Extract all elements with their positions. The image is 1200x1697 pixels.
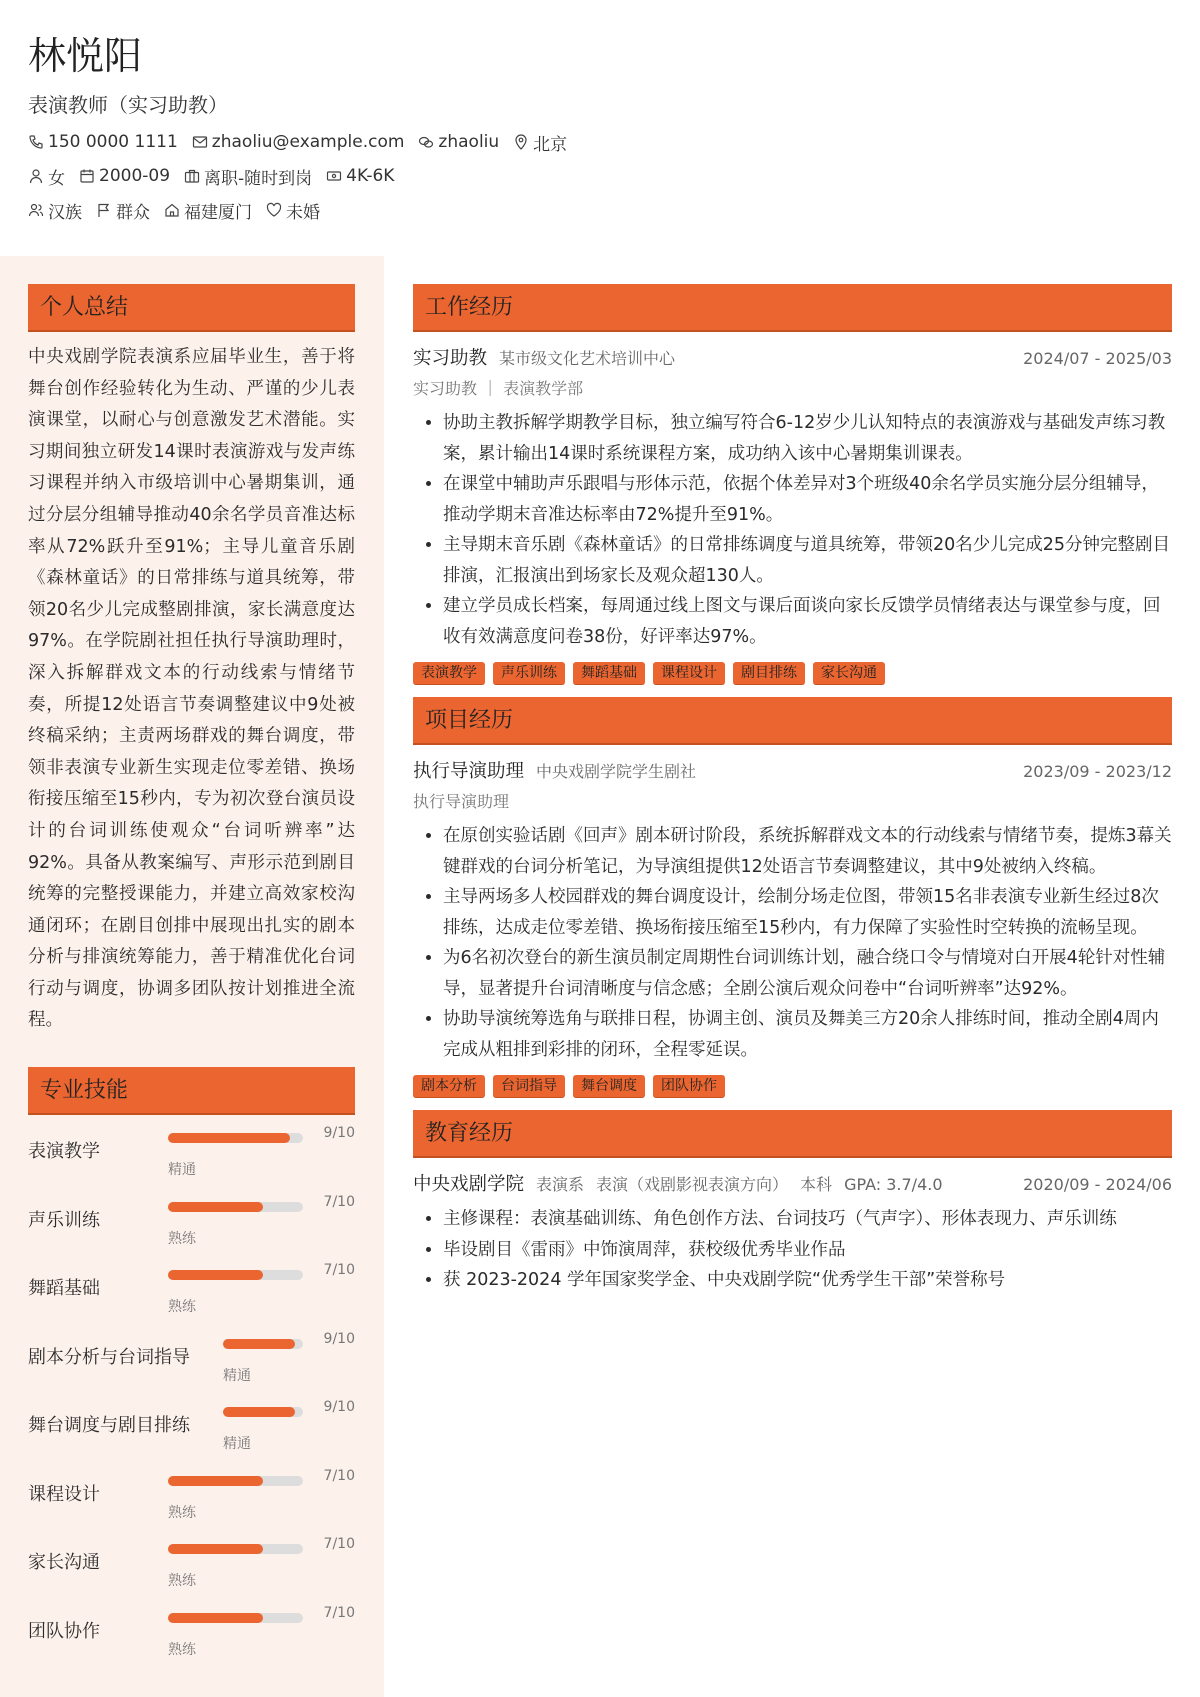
project-title-row — [413, 757, 1172, 785]
project-tag: 剧本分析 — [413, 1075, 485, 1098]
skill-bar-fill — [168, 1544, 263, 1554]
ethnicity-item — [28, 198, 82, 223]
skill-bar-fill — [168, 1613, 263, 1623]
work-bullet: • 在课堂中辅助声乐跟唱与形体示范，依据个体差异对3个班级40余名学员实施分层分组辅导，推动学期末音准达标率由72%提升至91%。 — [443, 469, 1172, 530]
skill-score: 7/10 — [323, 1193, 355, 1210]
work-org: 某市级文化艺术培训中心 — [499, 349, 676, 368]
education-degree: 本科 — [800, 1175, 833, 1194]
skill-row — [28, 1262, 355, 1331]
skill-level: 熟练 — [168, 1230, 196, 1247]
skill-name: 舞蹈基础 — [28, 1278, 100, 1300]
skill-bar — [168, 1133, 303, 1143]
gender-item — [28, 164, 65, 189]
work-bullets — [413, 408, 1172, 652]
skill-score: 9/10 — [323, 1125, 355, 1142]
work-tag: 舞蹈基础 — [573, 662, 645, 685]
project-subtitle: 执行导演助理 — [413, 792, 510, 811]
project-tag: 台词指导 — [493, 1075, 565, 1098]
skill-bar — [168, 1270, 303, 1280]
skill-score: 7/10 — [323, 1536, 355, 1553]
education-major: 表演（戏剧影视表演方向） — [596, 1175, 789, 1194]
skill-score: 9/10 — [323, 1330, 355, 1347]
skill-level: 精通 — [223, 1367, 251, 1384]
skill-bar-fill — [168, 1202, 263, 1212]
skill-level: 熟练 — [168, 1504, 196, 1521]
skill-score: 7/10 — [323, 1604, 355, 1621]
skill-score: 9/10 — [323, 1399, 355, 1416]
hometown-text: 福建厦门 — [184, 202, 252, 223]
home-icon — [164, 202, 180, 218]
status-item — [184, 164, 312, 189]
project-org: 中央戏剧学院学生剧社 — [536, 762, 697, 781]
wechat-text: zhaoliu — [438, 132, 500, 152]
skill-bar — [168, 1476, 303, 1486]
skills-heading: 专业技能 — [28, 1067, 355, 1115]
skill-bar — [168, 1613, 303, 1623]
skill-row — [28, 1331, 355, 1400]
summary-heading: 个人总结 — [28, 284, 355, 332]
mail-icon — [192, 134, 208, 150]
calendar-icon — [79, 168, 95, 184]
gender-text: 女 — [48, 168, 65, 189]
birth-text: 2000-09 — [99, 166, 171, 186]
skill-level: 精通 — [168, 1162, 196, 1179]
project-date: 2023/09 - 2023/12 — [1023, 762, 1172, 781]
hometown-item — [164, 198, 252, 223]
skill-bar-fill — [168, 1133, 290, 1143]
skill-bar-fill — [223, 1407, 295, 1417]
work-tag: 课程设计 — [653, 662, 725, 685]
wechat-icon — [418, 134, 434, 150]
project-job-title: 执行导演助理 — [413, 761, 525, 782]
work-tags — [413, 662, 1172, 685]
main-content — [413, 284, 1172, 1296]
email-item — [192, 132, 405, 152]
skill-row — [28, 1605, 355, 1674]
personal-row — [28, 164, 1178, 188]
education-bullet: • 主修课程：表演基础训练、角色创作方法、台词技巧（气声字）、形体表现力、声乐训练 — [443, 1204, 1172, 1235]
work-subtitle: 实习助教 ｜ 表演教学部 — [413, 379, 584, 398]
phone-item — [28, 132, 178, 152]
project-bullet: • 协助导演统筹选角与联排日程，协调主创、演员及舞美三方20余人排练时间，推动全剧4周内完成从粗排到彩排的闭环，全程零延误。 — [443, 1004, 1172, 1065]
skill-score: 7/10 — [323, 1262, 355, 1279]
work-title-row — [413, 344, 1172, 372]
work-tag: 声乐训练 — [493, 662, 565, 685]
birth-item — [79, 166, 170, 186]
education-bullets — [413, 1204, 1172, 1296]
education-dept: 表演系 — [536, 1175, 585, 1194]
contact-row — [28, 130, 1178, 154]
skill-name: 表演教学 — [28, 1141, 100, 1163]
education-bullet: • 获 2023-2024 学年国家奖学金、中央戏剧学院“优秀学生干部”荣誉称号 — [443, 1265, 1172, 1296]
education-gpa: GPA: 3.7/4.0 — [844, 1175, 943, 1194]
location-item — [513, 130, 567, 155]
ethnicity-text: 汉族 — [48, 202, 82, 223]
skill-row — [28, 1125, 355, 1194]
skill-name: 团队协作 — [28, 1620, 100, 1642]
skill-bar — [168, 1202, 303, 1212]
email-text: zhaoliu@example.com — [211, 132, 405, 152]
skill-row — [28, 1468, 355, 1537]
skill-bar-fill — [223, 1339, 295, 1349]
work-date: 2024/07 - 2025/03 — [1023, 349, 1172, 368]
wechat-item — [418, 132, 499, 152]
phone-icon — [28, 134, 44, 150]
education-bullet: • 毕设剧目《雷雨》中饰演周萍，获校级优秀毕业作品 — [443, 1235, 1172, 1266]
skill-name: 声乐训练 — [28, 1209, 100, 1231]
location-text: 北京 — [533, 134, 568, 155]
work-tag: 表演教学 — [413, 662, 485, 685]
skill-score: 7/10 — [323, 1467, 355, 1484]
political-text: 群众 — [116, 202, 150, 223]
skill-level: 熟练 — [168, 1573, 196, 1590]
education-school: 中央戏剧学院 — [413, 1174, 525, 1195]
skills-list — [28, 1125, 355, 1673]
skill-row — [28, 1536, 355, 1605]
political-item — [96, 198, 150, 223]
skill-bar-fill — [168, 1270, 263, 1280]
skill-bar — [168, 1544, 303, 1554]
work-tag: 剧目排练 — [733, 662, 805, 685]
salary-icon — [326, 168, 342, 184]
project-tag: 团队协作 — [653, 1075, 725, 1098]
project-heading: 项目经历 — [413, 697, 1172, 745]
skill-level: 熟练 — [168, 1641, 196, 1658]
location-icon — [513, 134, 529, 150]
skill-bar — [223, 1339, 303, 1349]
candidate-name: 林悦阳 — [28, 34, 143, 78]
resume-header — [28, 28, 1178, 222]
work-bullet: • 协助主教拆解学期教学目标，独立编写符合6-12岁少儿认知特点的表演游戏与基础发声练习教案，累计输出14课时系统课程方案，成功纳入该中心暑期集训课表。 — [443, 408, 1172, 469]
heart-icon — [266, 202, 282, 218]
candidate-role: 表演教师（实习助教） — [28, 93, 228, 117]
skill-bar-fill — [168, 1476, 263, 1486]
flag-icon — [96, 202, 112, 218]
work-heading: 工作经历 — [413, 284, 1172, 332]
skill-level: 精通 — [223, 1436, 251, 1453]
work-tag: 家长沟通 — [813, 662, 885, 685]
work-bullet: • 建立学员成长档案，每周通过线上图文与课后面谈向家长反馈学员情绪表达与课堂参与度，回收有效满意度问卷38份，好评率达97%。 — [443, 591, 1172, 652]
work-job-title: 实习助教 — [413, 348, 488, 369]
sidebar — [0, 256, 384, 1697]
project-tags — [413, 1075, 1172, 1098]
skill-name: 舞台调度与剧目排练 — [28, 1415, 190, 1437]
education-heading: 教育经历 — [413, 1110, 1172, 1158]
people-icon — [28, 202, 44, 218]
summary-text: 中央戏剧学院表演系应届毕业生，善于将舞台创作经验转化为生动、严谨的少儿表演课堂，以耐心与创意激发艺术潜能。实习期间独立研发14课时表演游戏与发声练习课程并纳入市级培训中心暑期集训，通过分层分组辅导推动40余名学员音准达标率从72%跃升至91%；主导儿童音乐剧《森林童话》的日常排练与道具统筹，带领20名少儿完成整剧排演，家长满意度达97%。在学院剧社担任执行导演助理时，深入拆解群戏文本的行动线索与情绪节奏，所提12处语言节奏调整建议中9处被终稿采纳；主责两场群戏的舞台调度，带领非表演专业新生实现走位零差错、换场衔接压缩至15秒内，专为初次登台演员设计的台词训练使观众“台词听辨率”达92%。具备从教案编写、声形示范到剧目统筹的完整授课能力，并建立高效家校沟通闭环；在剧目创排中展现出扎实的剧本分析与排演统筹能力，善于精准优化台词行动与调度，协调多团队按计划推进全流程。 — [28, 347, 355, 1031]
salary-item — [326, 166, 394, 186]
work-bullet: • 主导期末音乐剧《森林童话》的日常排练调度与道具统筹，带领20名少儿完成25分钟完整剧目排演，汇报演出到场家长及观众超130人。 — [443, 530, 1172, 591]
status-text: 离职-随时到岗 — [204, 168, 313, 189]
salary-text: 4K-6K — [346, 166, 395, 186]
marital-text: 未婚 — [286, 202, 320, 223]
briefcase-icon — [184, 168, 200, 184]
skill-name: 课程设计 — [28, 1483, 100, 1505]
skill-row — [28, 1399, 355, 1468]
skill-bar — [223, 1407, 303, 1417]
project-bullet: • 为6名初次登台的新生演员制定周期性台词训练计划，融合绕口令与情境对白开展4轮针对性辅导，显著提升台词清晰度与信念感；全剧公演后观众问卷中“台词听辨率”达92%。 — [443, 943, 1172, 1004]
skill-level: 熟练 — [168, 1299, 196, 1316]
skill-name: 家长沟通 — [28, 1552, 100, 1574]
marital-item — [266, 198, 320, 223]
education-date: 2020/09 - 2024/06 — [1023, 1175, 1172, 1194]
education-row — [413, 1170, 1172, 1198]
skill-row — [28, 1194, 355, 1263]
skill-name: 剧本分析与台词指导 — [28, 1346, 190, 1368]
phone-text: 150 0000 1111 — [48, 132, 178, 152]
project-bullets — [413, 821, 1172, 1065]
project-tag: 舞台调度 — [573, 1075, 645, 1098]
project-bullet: • 主导两场多人校园群戏的舞台调度设计，绘制分场走位图，带领15名非表演专业新生经过8次排练，达成走位零差错、换场衔接压缩至15秒内，有力保障了实验性时空转换的流畅呈现。 — [443, 882, 1172, 943]
extra-row — [28, 198, 1178, 222]
project-bullet: • 在原创实验话剧《回声》剧本研讨阶段，系统拆解群戏文本的行动线索与情绪节奏，提炼3幕关键群戏的台词分析笔记，为导演组提供12处语言节奏调整建议，其中9处被纳入终稿。 — [443, 821, 1172, 882]
user-icon — [28, 168, 44, 184]
